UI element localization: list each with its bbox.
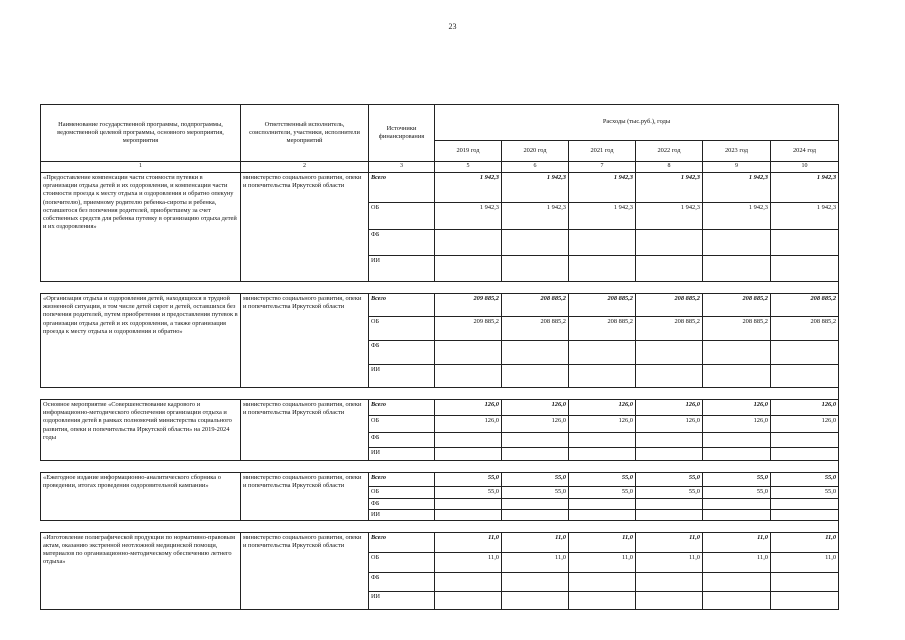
column-number: 7 [569,162,636,173]
expense-value-cell: 55,0 [569,487,636,499]
row-spacer [41,461,839,473]
funding-source-cell: ФБ [369,341,435,365]
expense-value-cell [636,230,703,256]
executor-cell: министерство социального развития, опеки и попечительства Иркутской области [241,473,369,521]
column-number: 2 [241,162,369,173]
expense-value-cell [771,509,839,520]
header-year: 2021 год [569,141,636,162]
expense-value-cell: 126,0 [703,400,771,416]
expense-value-cell: 1 942,3 [771,203,839,230]
expense-value-cell [771,591,839,609]
header-year: 2019 год [435,141,502,162]
expense-value-cell [569,433,636,448]
funding-source-cell: ФБ [369,499,435,510]
expense-value-cell [502,256,569,282]
expense-value-cell [636,365,703,388]
expense-value-cell [636,591,703,609]
expense-value-cell: 208 885,2 [703,317,771,341]
expense-value-cell [703,572,771,591]
funding-source-cell: ОБ [369,317,435,341]
expense-value-cell: 55,0 [636,487,703,499]
expense-value-cell [771,256,839,282]
expense-value-cell [771,365,839,388]
funding-source-cell: ФБ [369,572,435,591]
expense-value-cell: 11,0 [502,532,569,552]
header-year: 2022 год [636,141,703,162]
program-name-cell: «Предоставление компенсации части стоимости путевки в организации отдыха детей и их оздоровления, и компенсации части стоимости проезда к месту отдыха и оздоровления и обратно опекуну (попечителю), приемному родителю ребенка-сироты и ребенка, оставшегося без попечения родителей, приобретшему за счет собственных средств для ребенка путевку в организацию отдыха детей и их оздоровления» [41,173,241,282]
expense-value-cell [636,448,703,461]
expense-value-cell: 208 885,2 [502,294,569,317]
expense-value-cell [703,448,771,461]
funding-source-cell: ФБ [369,433,435,448]
header-program-name: Наименование государственной программы, подпрограммы, ведомственной целевой программы, основного мероприятия, мероприятия [41,105,241,162]
expense-value-cell [502,433,569,448]
expense-value-cell [569,365,636,388]
expense-value-cell [771,448,839,461]
expense-value-cell [636,256,703,282]
expense-value-cell [435,433,502,448]
expense-value-cell: 208 885,2 [771,294,839,317]
expense-value-cell [636,499,703,510]
expense-value-cell: 208 885,2 [569,317,636,341]
expense-value-cell: 1 942,3 [502,173,569,203]
expense-value-cell: 209 885,2 [435,317,502,341]
expense-value-cell [771,433,839,448]
expense-value-cell [435,591,502,609]
expense-value-cell [771,230,839,256]
expense-value-cell: 126,0 [569,400,636,416]
expense-value-cell [569,230,636,256]
expense-value-cell: 11,0 [636,552,703,572]
expense-value-cell: 208 885,2 [771,317,839,341]
expense-value-cell [569,499,636,510]
funding-source-cell: ИИ [369,256,435,282]
expense-value-cell [703,591,771,609]
budget-table [40,104,839,610]
expense-value-cell: 11,0 [771,532,839,552]
expense-value-cell [636,433,703,448]
expense-value-cell: 126,0 [771,400,839,416]
funding-source-cell: Всего [369,400,435,416]
expense-value-cell [703,341,771,365]
expense-value-cell [502,230,569,256]
expense-value-cell [502,341,569,365]
expense-value-cell: 126,0 [435,400,502,416]
expense-value-cell: 208 885,2 [502,317,569,341]
expense-value-cell: 55,0 [771,473,839,487]
header-funding-source: Источники финансирования [369,105,435,162]
funding-source-cell: Всего [369,294,435,317]
executor-cell: министерство социального развития, опеки и попечительства Иркутской области [241,173,369,282]
funding-source-cell: ФБ [369,230,435,256]
row-spacer-cell [41,388,839,400]
expense-value-cell [569,448,636,461]
expense-value-cell: 126,0 [502,416,569,433]
expense-value-cell: 1 942,3 [636,173,703,203]
funding-source-cell: ОБ [369,416,435,433]
expense-value-cell: 11,0 [703,532,771,552]
expense-value-cell [502,499,569,510]
table-row [41,532,839,552]
expense-value-cell [703,499,771,510]
expense-value-cell [569,572,636,591]
expense-value-cell: 1 942,3 [703,203,771,230]
table-body [41,173,839,610]
header-executor: Ответственный исполнитель, соисполнители, участники, исполнители мероприятий [241,105,369,162]
expense-value-cell [703,256,771,282]
funding-source-cell: ИИ [369,591,435,609]
executor-cell: министерство социального развития, опеки и попечительства Иркутской области [241,400,369,461]
expense-value-cell [435,499,502,510]
executor-cell: министерство социального развития, опеки и попечительства Иркутской области [241,532,369,609]
executor-cell: министерство социального развития, опеки и попечительства Иркутской области [241,294,369,388]
expense-value-cell [569,509,636,520]
expense-value-cell: 11,0 [636,532,703,552]
expense-value-cell: 126,0 [569,416,636,433]
table-row [41,400,839,416]
expense-value-cell [502,591,569,609]
expense-value-cell [502,572,569,591]
header-year: 2023 год [703,141,771,162]
expense-value-cell [771,499,839,510]
expense-value-cell: 1 942,3 [569,203,636,230]
column-number: 5 [435,162,502,173]
expense-value-cell [435,341,502,365]
expense-value-cell: 126,0 [771,416,839,433]
expense-value-cell: 55,0 [502,487,569,499]
expense-value-cell: 1 942,3 [636,203,703,230]
expense-value-cell [435,256,502,282]
expense-value-cell: 11,0 [703,552,771,572]
expense-value-cell: 11,0 [569,532,636,552]
expense-value-cell [569,341,636,365]
row-spacer-cell [41,461,839,473]
expense-value-cell [636,572,703,591]
expense-value-cell: 126,0 [636,416,703,433]
expense-value-cell: 126,0 [502,400,569,416]
expense-value-cell [435,365,502,388]
row-spacer-cell [41,282,839,294]
expense-value-cell [771,572,839,591]
expense-value-cell: 1 942,3 [435,203,502,230]
expense-value-cell [502,448,569,461]
funding-source-cell: ОБ [369,552,435,572]
expense-value-cell: 11,0 [569,552,636,572]
funding-source-cell: ОБ [369,487,435,499]
expense-value-cell: 11,0 [502,552,569,572]
expense-value-cell [703,230,771,256]
expense-value-cell [569,591,636,609]
row-spacer [41,520,839,532]
funding-source-cell: ИИ [369,448,435,461]
expense-value-cell [703,365,771,388]
page-number: 23 [448,22,457,31]
expense-value-cell [435,572,502,591]
table-row [41,294,839,317]
expense-value-cell: 55,0 [703,487,771,499]
expense-value-cell: 11,0 [435,552,502,572]
funding-source-cell: ИИ [369,509,435,520]
expense-value-cell: 126,0 [435,416,502,433]
expense-value-cell [435,509,502,520]
expense-value-cell: 1 942,3 [569,173,636,203]
expense-value-cell: 55,0 [569,473,636,487]
table-row [41,173,839,203]
funding-source-cell: ИИ [369,365,435,388]
expense-value-cell: 126,0 [703,416,771,433]
column-number: 10 [771,162,839,173]
row-spacer [41,282,839,294]
expense-value-cell [435,448,502,461]
column-number: 3 [369,162,435,173]
expense-value-cell: 55,0 [435,473,502,487]
expense-value-cell: 126,0 [636,400,703,416]
column-number: 6 [502,162,569,173]
expense-value-cell: 55,0 [502,473,569,487]
expense-value-cell: 208 885,2 [569,294,636,317]
expense-value-cell: 1 942,3 [502,203,569,230]
row-spacer [41,388,839,400]
column-number: 8 [636,162,703,173]
expense-value-cell [636,509,703,520]
column-number: 9 [703,162,771,173]
expense-value-cell: 1 942,3 [703,173,771,203]
program-name-cell: Основное мероприятие «Совершенствование кадрового и информационно-методического обеспечения организации отдыха и оздоровления детей в рамках полномочий министерства социального развития, опеки и попечительства Иркутской области» на 2019-2024 годы [41,400,241,461]
expense-value-cell [703,433,771,448]
header-year: 2020 год [502,141,569,162]
expense-value-cell: 208 885,2 [703,294,771,317]
expense-value-cell [636,341,703,365]
program-name-cell: «Организация отдыха и оздоровления детей, находящихся в трудной жизненной ситуации, в том числе детей сирот и детей, оставшихся без попечения родителей, путем приобретения и предоставления путевок в организации отдыха детей и их оздоровления, а также организация проезда к месту отдыха и оздоровления и обратно» [41,294,241,388]
funding-source-cell: ОБ [369,203,435,230]
header-year: 2024 год [771,141,839,162]
expense-value-cell: 55,0 [771,487,839,499]
table-row [41,473,839,487]
expense-value-cell [703,509,771,520]
expense-value-cell: 1 942,3 [435,173,502,203]
expense-value-cell [502,509,569,520]
row-spacer-cell [41,520,839,532]
expense-value-cell: 55,0 [435,487,502,499]
funding-source-cell: Всего [369,532,435,552]
expense-value-cell: 209 885,2 [435,294,502,317]
expense-value-cell [502,365,569,388]
expense-value-cell: 208 885,2 [636,294,703,317]
program-name-cell: «Ежегодное издание информационно-аналитического сборника о проведении, итогах проведения оздоровительной кампании» [41,473,241,521]
funding-source-cell: Всего [369,473,435,487]
expense-value-cell [569,256,636,282]
expense-value-cell: 11,0 [435,532,502,552]
column-number: 1 [41,162,241,173]
expense-value-cell [771,341,839,365]
expense-value-cell: 55,0 [636,473,703,487]
expense-value-cell: 11,0 [771,552,839,572]
expense-value-cell: 1 942,3 [771,173,839,203]
funding-source-cell: Всего [369,173,435,203]
expense-value-cell [435,230,502,256]
expense-value-cell: 55,0 [703,473,771,487]
expense-value-cell: 208 885,2 [636,317,703,341]
header-expenses: Расходы (тыс.руб.), годы [435,105,839,141]
program-name-cell: «Изготовление полиграфической продукции по нормативно-правовым актам, оказанию экстренной неотложной медицинской помощи, материалов по организационно-методическому обеспечению летнего отдыха» [41,532,241,609]
